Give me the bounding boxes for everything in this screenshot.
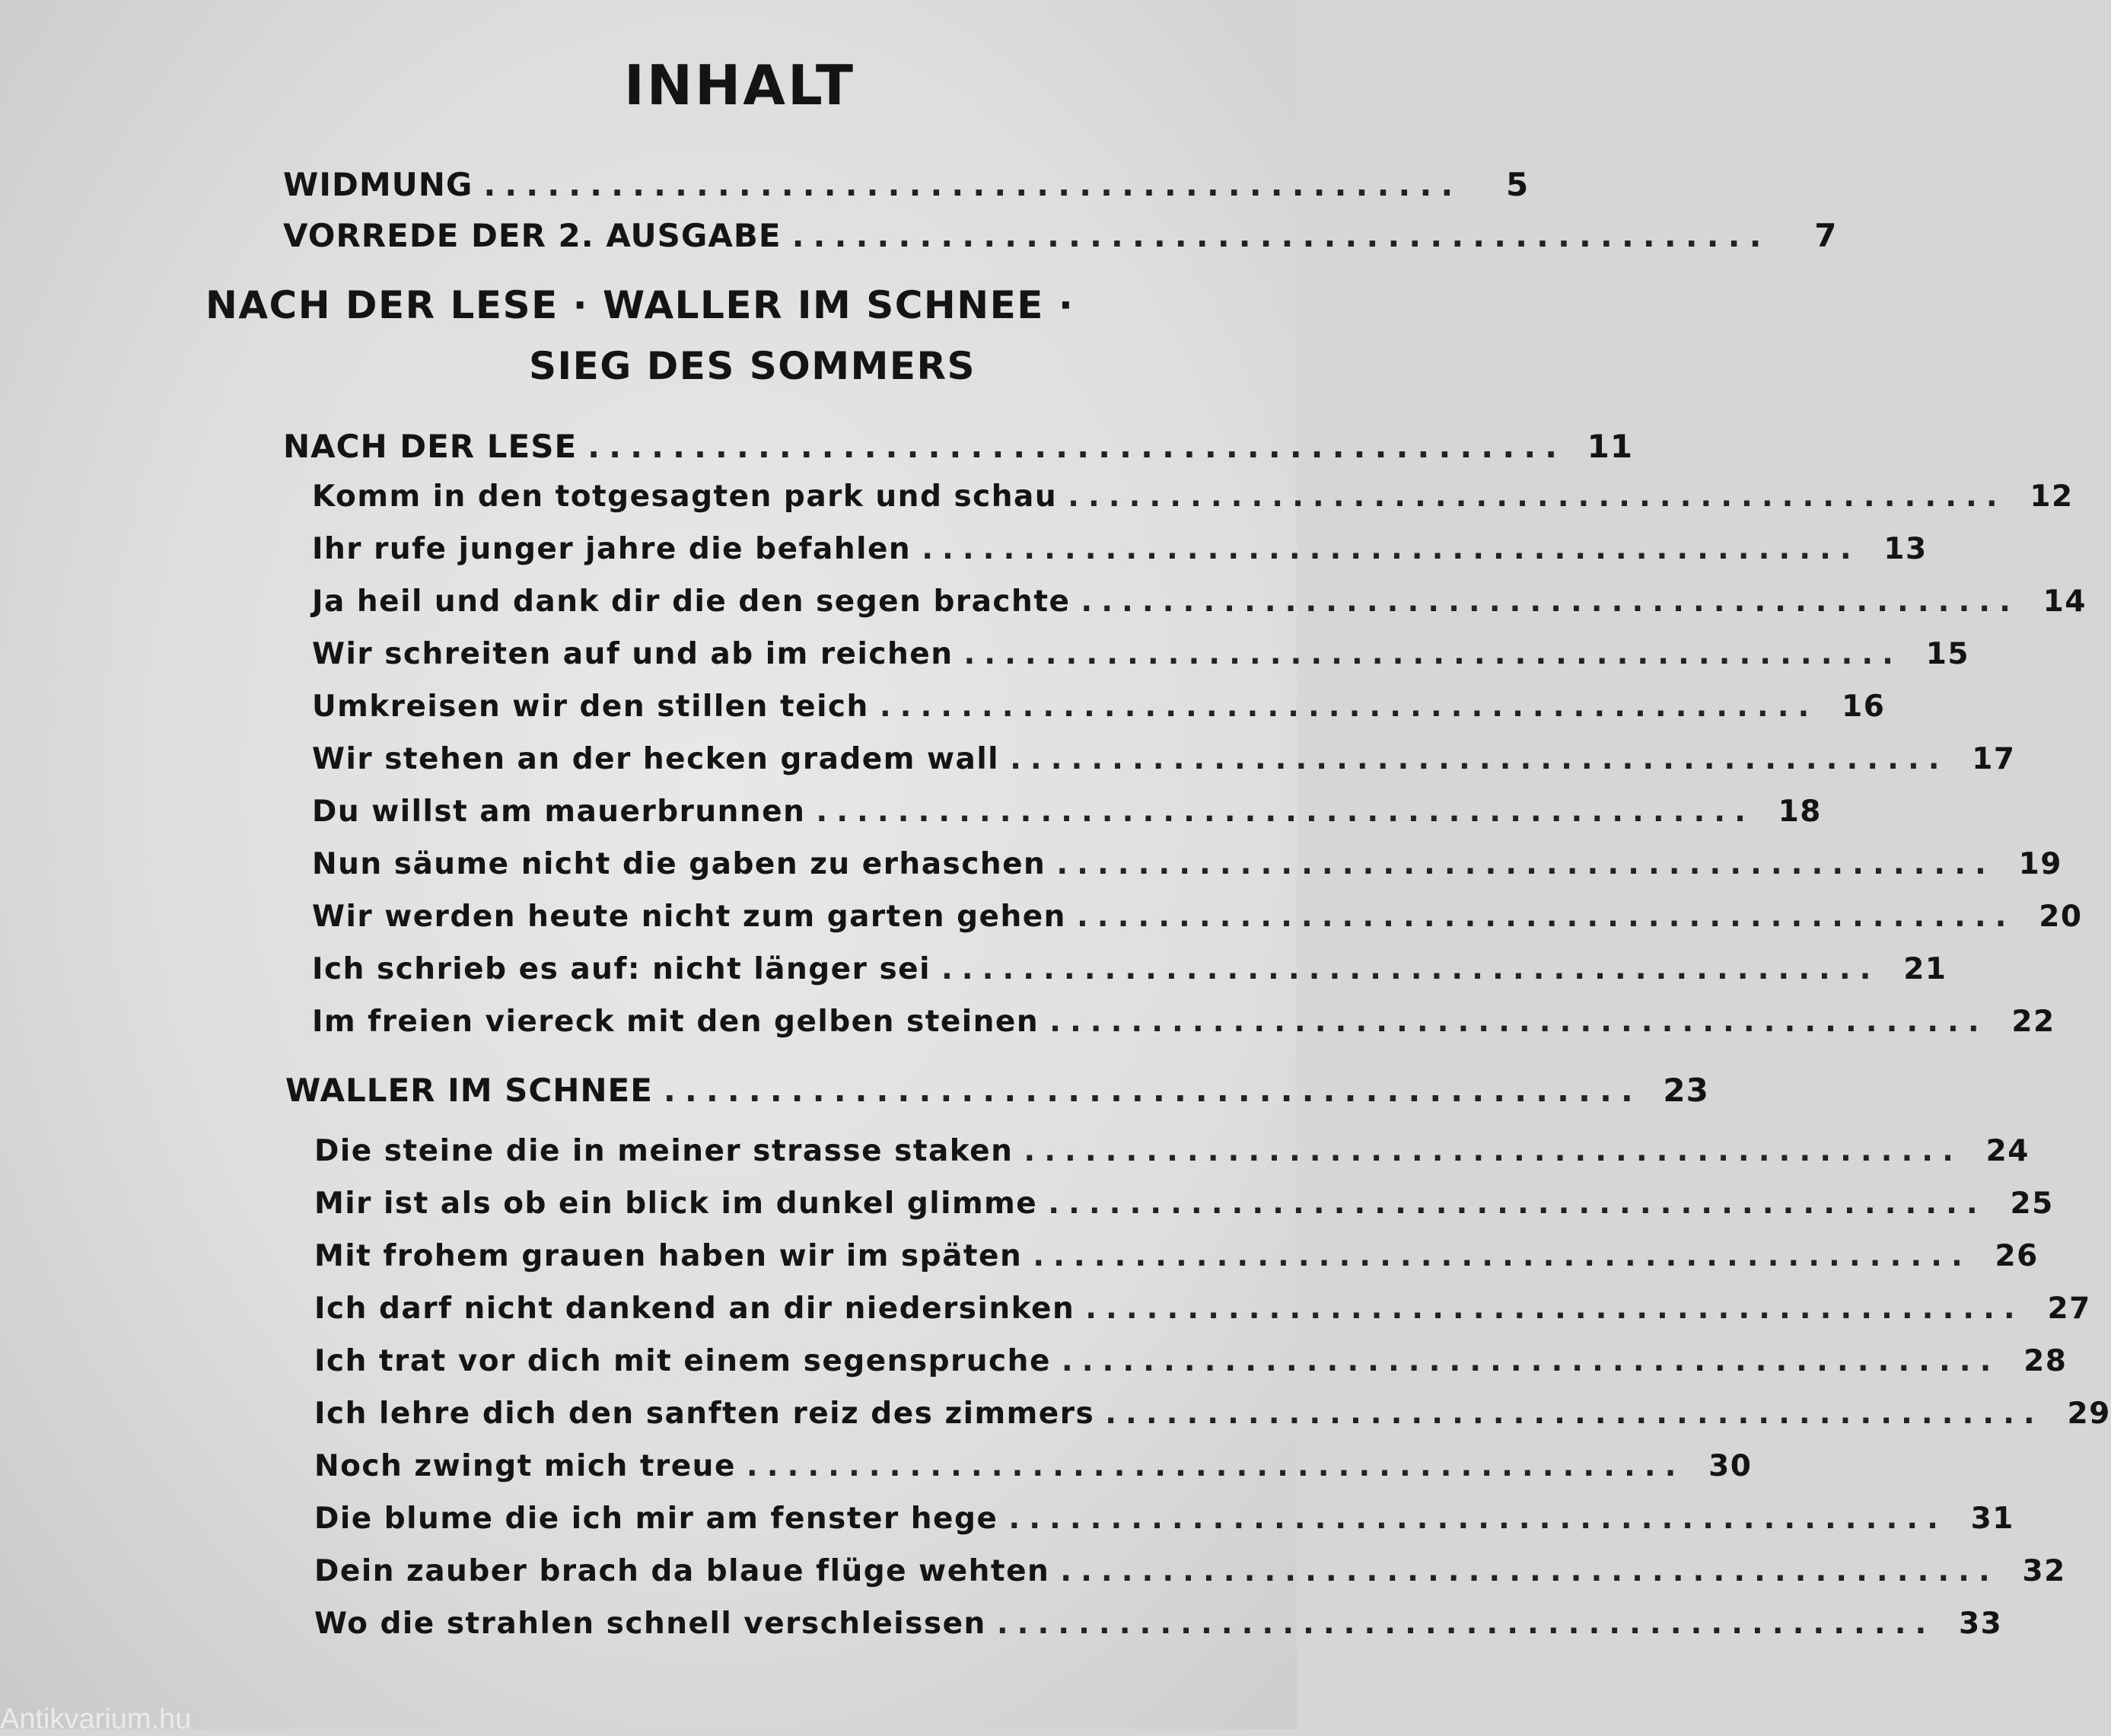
- leader-dots: ..............................................: [941, 952, 1880, 986]
- toc-poem-entry: [314, 1554, 2066, 1588]
- toc-poem-label: Wir werden heute nicht zum garten gehen: [312, 900, 1066, 934]
- toc-poem-entry: [314, 1134, 2030, 1168]
- toc-poem-label: Komm in den totgesagten park und schau: [312, 479, 1058, 514]
- toc-section-nach-der-lese: [283, 428, 1634, 465]
- toc-poem-entry: [314, 1502, 2014, 1536]
- leader-dots: ..............................................: [922, 532, 1861, 566]
- toc-page-number: 7: [1814, 217, 1838, 254]
- leader-dots: ..............................................: [663, 1072, 1642, 1109]
- toc-page-number: 11: [1587, 428, 1634, 465]
- toc-poem-label: Ich lehre dich den sanften reiz des zimmers: [314, 1397, 1095, 1431]
- toc-poem-label: Ja heil und dank dir die den segen brachte: [312, 585, 1071, 619]
- toc-poem-entry: [312, 795, 1822, 829]
- toc-poem-entry: [314, 1397, 2111, 1431]
- leader-dots: ..............................................: [1033, 1239, 1972, 1273]
- toc-poem-entry: [312, 479, 2074, 514]
- toc-poem-entry: [314, 1607, 2003, 1641]
- toc-poem-label: Im freien viereck mit den gelben steinen: [312, 1005, 1040, 1039]
- toc-page-number: 28: [2023, 1344, 2068, 1378]
- leader-dots: ..............................................: [1068, 479, 2007, 514]
- leader-dots: ..............................................: [1076, 900, 2016, 934]
- toc-page-number: 23: [1663, 1072, 1709, 1109]
- toc-poem-label: Wir schreiten auf und ab im reichen: [312, 637, 954, 671]
- watermark: Antikvarium.hu: [0, 1703, 192, 1735]
- toc-poem-label: Die steine die in meiner strasse staken: [314, 1134, 1014, 1168]
- cycle-heading-line-1: NACH DER LESE · WALLER IM SCHNEE ·: [205, 283, 1075, 327]
- toc-page-number: 16: [1842, 690, 1886, 724]
- leader-dots: ..............................................: [1056, 847, 1995, 881]
- toc-section-waller-im-schnee: [285, 1072, 1709, 1109]
- toc-page-number: 13: [1883, 532, 1928, 566]
- toc-poem-label: Dein zauber brach da blaue flüge wehten: [314, 1554, 1050, 1588]
- toc-poem-entry: [312, 900, 2083, 934]
- toc-page-number: 12: [2030, 479, 2074, 514]
- toc-poem-label: Ich trat vor dich mit einem segenspruche: [314, 1344, 1051, 1378]
- toc-poem-entry: [312, 742, 2016, 776]
- leader-dots: ..............................................: [791, 217, 1771, 254]
- toc-entry-widmung: [283, 166, 1530, 203]
- toc-page-number: 22: [2011, 1005, 2055, 1039]
- leader-dots: ..............................................: [963, 637, 1902, 671]
- leader-dots: ..............................................: [746, 1449, 1686, 1483]
- leader-dots: ..............................................: [1024, 1134, 1963, 1168]
- leader-dots: ..............................................: [996, 1607, 1936, 1641]
- toc-poem-label: Ihr rufe junger jahre die befahlen: [312, 532, 912, 566]
- toc-page-number: 17: [1972, 742, 2016, 776]
- toc-entry-label: VORREDE DER 2. AUSGABE: [283, 217, 782, 254]
- toc-poem-label: Du willst am mauerbrunnen: [312, 795, 806, 829]
- toc-page-number: 14: [2043, 585, 2087, 619]
- toc-page-number: 24: [1985, 1134, 2030, 1168]
- toc-poem-entry: [314, 1344, 2068, 1378]
- toc-poem-label: Mir ist als ob ein blick im dunkel glimme: [314, 1187, 1038, 1221]
- toc-page-number: 26: [1995, 1239, 2039, 1273]
- leader-dots: ..............................................: [1049, 1005, 1988, 1039]
- toc-page-number: 25: [2010, 1187, 2054, 1221]
- toc-poem-entry: [312, 952, 1947, 986]
- toc-poem-label: Ich schrieb es auf: nicht länger sei: [312, 952, 931, 986]
- toc-poem-entry: [312, 585, 2087, 619]
- toc-page-number: 32: [2022, 1554, 2066, 1588]
- leader-dots: ..............................................: [879, 690, 1819, 724]
- toc-page-number: 27: [2047, 1292, 2091, 1326]
- toc-poem-label: Ich darf nicht dankend an dir niedersinken: [314, 1292, 1075, 1326]
- leader-dots: ..............................................: [483, 166, 1463, 203]
- leader-dots: ..............................................: [1008, 1502, 1947, 1536]
- toc-page-number: 20: [2039, 900, 2083, 934]
- toc-poem-entry: [314, 1449, 1753, 1483]
- toc-page-number: 19: [2018, 847, 2062, 881]
- toc-poem-label: Mit frohem grauen haben wir im späten: [314, 1239, 1023, 1273]
- toc-page-number: 15: [1925, 637, 1969, 671]
- leader-dots: ..............................................: [1060, 1554, 1999, 1588]
- leader-dots: ..............................................: [1105, 1397, 2044, 1431]
- toc-poem-entry: [312, 690, 1886, 724]
- toc-poem-entry: [314, 1239, 2039, 1273]
- toc-section-label: WALLER IM SCHNEE: [285, 1072, 653, 1109]
- leader-dots: ..............................................: [1010, 742, 1949, 776]
- toc-poem-label: Nun säume nicht die gaben zu erhaschen: [312, 847, 1046, 881]
- toc-page-number: 21: [1903, 952, 1947, 986]
- toc-poem-label: Noch zwingt mich treue: [314, 1449, 736, 1483]
- page-title: INHALT: [623, 53, 856, 117]
- toc-page-number: 30: [1708, 1449, 1753, 1483]
- leader-dots: ..............................................: [587, 428, 1567, 465]
- toc-page-number: 29: [2067, 1397, 2111, 1431]
- leader-dots: ..............................................: [816, 795, 1755, 829]
- leader-dots: ..............................................: [1061, 1344, 2001, 1378]
- toc-poem-label: Wir stehen an der hecken gradem wall: [312, 742, 1000, 776]
- toc-poem-entry: [314, 1187, 2054, 1221]
- toc-poem-entry: [312, 847, 2062, 881]
- toc-poem-entry: [312, 532, 1928, 566]
- toc-page-number: 31: [1970, 1502, 2014, 1536]
- toc-poem-entry: [314, 1292, 2091, 1326]
- cycle-heading-line-2: SIEG DES SOMMERS: [529, 344, 976, 388]
- leader-dots: ..............................................: [1085, 1292, 2024, 1326]
- toc-page-number: 18: [1778, 795, 1822, 829]
- toc-section-label: NACH DER LESE: [283, 428, 578, 465]
- toc-poem-entry: [312, 637, 1969, 671]
- toc-poem-label: Umkreisen wir den stillen teich: [312, 690, 869, 724]
- toc-poem-label: Wo die strahlen schnell verschleissen: [314, 1607, 986, 1641]
- toc-entry-vorrede: [283, 217, 1838, 254]
- toc-page-number: 5: [1506, 166, 1530, 203]
- toc-page-number: 33: [1959, 1607, 2003, 1641]
- leader-dots: ..............................................: [1048, 1187, 1987, 1221]
- toc-poem-entry: [312, 1005, 2055, 1039]
- toc-poem-label: Die blume die ich mir am fenster hege: [314, 1502, 998, 1536]
- leader-dots: ..............................................: [1081, 585, 2020, 619]
- toc-entry-label: WIDMUNG: [283, 166, 473, 203]
